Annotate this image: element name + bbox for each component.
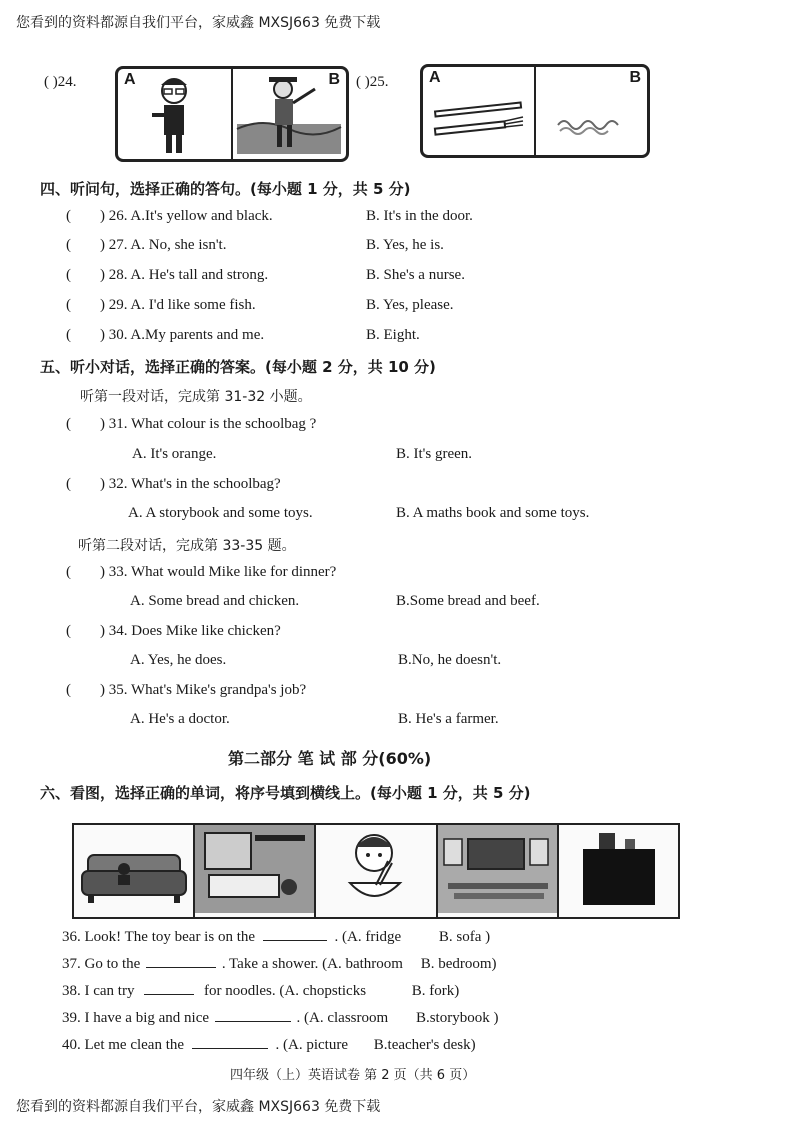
q40 bbox=[62, 1034, 476, 1054]
q26-option-a: ) 26. A.It's yellow and black. bbox=[100, 208, 273, 224]
classroom-icon bbox=[438, 825, 558, 913]
q33-paren: ( bbox=[66, 564, 71, 580]
q35-paren: ( bbox=[66, 682, 71, 698]
dialog2-instruction: 听第二段对话，完成第 33-35 题。 bbox=[78, 538, 296, 554]
bathroom-icon bbox=[195, 825, 315, 913]
q27-option-a: ) 27. A. No, she isn't. bbox=[100, 237, 227, 253]
q27-option-b: B. Yes, he is. bbox=[366, 237, 444, 253]
sofa-icon bbox=[74, 825, 194, 913]
bathroom-picture bbox=[195, 825, 316, 917]
q29-option-a: ) 29. A. I'd like some fish. bbox=[100, 297, 256, 313]
teachers-desk-picture bbox=[559, 825, 678, 917]
q24-option-b bbox=[233, 69, 346, 159]
q30-option-a: ) 30. A.My parents and me. bbox=[100, 327, 265, 343]
part2-title: 第二部分 笔 试 部 分(60%) bbox=[228, 749, 432, 768]
section5-title: 五、听小对话，选择正确的答案。(每小题 2 分，共 10 分) bbox=[40, 358, 436, 376]
dialog1-instruction: 听第一段对话，完成第 31-32 小题。 bbox=[80, 389, 312, 405]
q39-answer-blank[interactable] bbox=[215, 1007, 291, 1022]
boy-eating-noodles-picture bbox=[316, 825, 437, 917]
section6-picture-strip bbox=[72, 823, 680, 919]
q36-answer-blank[interactable] bbox=[263, 926, 327, 941]
q29-option-b: B. Yes, please. bbox=[366, 297, 454, 313]
q24-label-b: B bbox=[328, 71, 340, 88]
section4-title: 四、听问句，选择正确的答句。(每小题 1 分，共 5 分) bbox=[40, 180, 411, 198]
q35-question: ) 35. What's Mike's grandpa's job? bbox=[100, 682, 307, 698]
boy-eating-noodles-icon bbox=[316, 825, 436, 913]
q38-text: 38. I can try bbox=[62, 983, 135, 999]
q40-answer-blank[interactable] bbox=[192, 1034, 268, 1049]
q40-option-b: B.teacher's desk) bbox=[373, 1037, 476, 1053]
q37-option-b: B. bedroom) bbox=[420, 956, 497, 972]
q37-option-a: . Take a shower. (A. bathroom bbox=[221, 956, 403, 972]
q31-question: ) 31. What colour is the schoolbag ? bbox=[100, 416, 317, 432]
q28-option-b: B. She's a nurse. bbox=[366, 267, 465, 283]
q36-text: 36. Look! The toy bear is on the bbox=[62, 929, 256, 945]
q34-option-b: B.No, he doesn't. bbox=[398, 652, 502, 668]
watermark-bottom: 您看到的资料都源自我们平台，家威鑫 MXSJ663 免费下载 bbox=[16, 1099, 381, 1115]
q37 bbox=[62, 953, 497, 973]
q25-number: ( )25. bbox=[356, 74, 389, 90]
q30-paren: ( bbox=[66, 327, 71, 343]
q32-paren: ( bbox=[66, 476, 71, 492]
q24-option-a bbox=[118, 69, 233, 159]
q36-option-b: B. sofa ) bbox=[438, 929, 491, 945]
q26-paren: ( bbox=[66, 208, 71, 224]
q39-option-a: . (A. classroom bbox=[296, 1010, 389, 1026]
q33-option-a: A. Some bread and chicken. bbox=[130, 593, 300, 609]
q28-paren: ( bbox=[66, 267, 71, 283]
q30-option-b: B. Eight. bbox=[366, 327, 420, 343]
q28-option-a: ) 28. A. He's tall and strong. bbox=[100, 267, 269, 283]
sofa-picture bbox=[74, 825, 195, 917]
q40-option-a: . (A. picture bbox=[275, 1037, 349, 1053]
q37-answer-blank[interactable] bbox=[146, 953, 216, 968]
q38 bbox=[62, 980, 459, 1000]
q29-paren: ( bbox=[66, 297, 71, 313]
watermark-top: 您看到的资料都源自我们平台，家威鑫 MXSJ663 免费下载 bbox=[16, 15, 381, 31]
q36-option-a: . (A. fridge bbox=[334, 929, 402, 945]
q27-paren: ( bbox=[66, 237, 71, 253]
q38-option-a: for noodles. (A. chopsticks bbox=[203, 983, 367, 999]
q39 bbox=[62, 1007, 498, 1027]
q33-option-b: B.Some bread and beef. bbox=[396, 593, 540, 609]
classroom-picture bbox=[438, 825, 559, 917]
q31-option-b: B. It's green. bbox=[396, 446, 473, 462]
q35-option-a: A. He's a doctor. bbox=[130, 711, 230, 727]
q40-text: 40. Let me clean the bbox=[62, 1037, 185, 1053]
q24-picture-box bbox=[115, 66, 349, 162]
q38-answer-blank[interactable] bbox=[144, 980, 194, 995]
q37-text: 37. Go to the bbox=[62, 956, 141, 972]
q39-option-b: B.storybook ) bbox=[415, 1010, 499, 1026]
q34-question: ) 34. Does Mike like chicken? bbox=[100, 623, 281, 639]
q25-picture-box bbox=[420, 64, 650, 158]
q32-question: ) 32. What's in the schoolbag? bbox=[100, 476, 281, 492]
page-footer: 四年级（上）英语试卷 第 2 页（共 6 页） bbox=[230, 1068, 476, 1083]
q35-option-b: B. He's a farmer. bbox=[398, 711, 499, 727]
q24-number: ( )24. bbox=[44, 74, 77, 90]
q25-option-a bbox=[423, 67, 536, 155]
q31-option-a: A. It's orange. bbox=[132, 446, 217, 462]
q25-option-b bbox=[536, 67, 647, 155]
q32-option-b: B. A maths book and some toys. bbox=[396, 505, 590, 521]
q31-paren: ( bbox=[66, 416, 71, 432]
q25-label-a: A bbox=[429, 69, 441, 86]
section6-title: 六、看图，选择正确的单词，将序号填到横线上。(每小题 1 分，共 5 分) bbox=[40, 784, 531, 802]
q34-paren: ( bbox=[66, 623, 71, 639]
desk-icon bbox=[559, 825, 678, 913]
q26-option-b: B. It's in the door. bbox=[366, 208, 473, 224]
q24-label-a: A bbox=[124, 71, 136, 88]
q36 bbox=[62, 926, 490, 946]
q39-text: 39. I have a big and nice bbox=[62, 1010, 210, 1026]
q25-label-b: B bbox=[629, 69, 641, 86]
q34-option-a: A. Yes, he does. bbox=[130, 652, 227, 668]
q33-question: ) 33. What would Mike like for dinner? bbox=[100, 564, 337, 580]
q32-option-a: A. A storybook and some toys. bbox=[128, 505, 313, 521]
q38-option-b: B. fork) bbox=[411, 983, 460, 999]
